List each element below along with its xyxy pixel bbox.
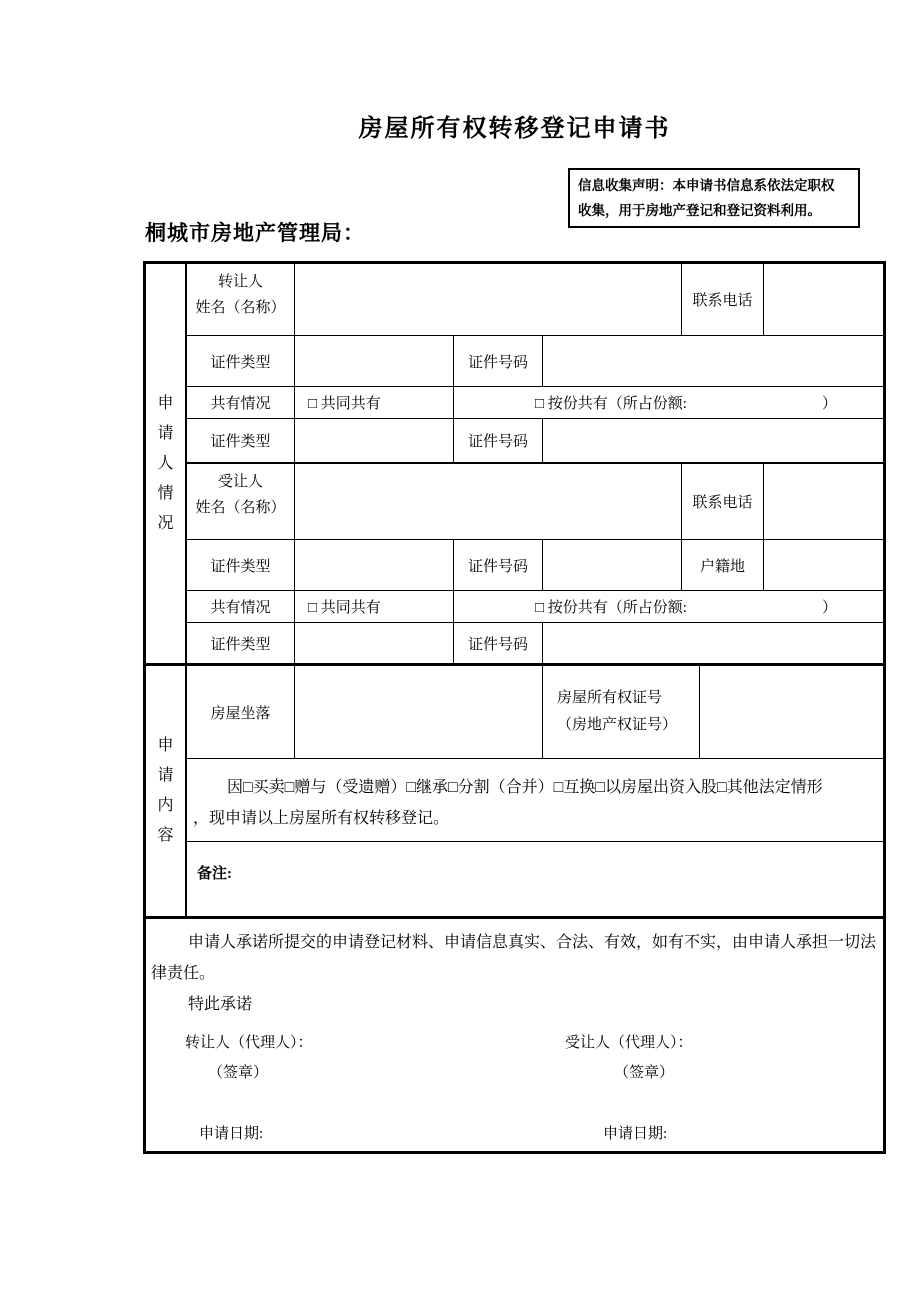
transferee-cert-type-input-1[interactable] — [295, 540, 454, 591]
transferee-phone-label: 联系电话 — [682, 464, 764, 540]
transferee-name-label-line2: 姓名（名称） — [195, 500, 286, 516]
transferor-joint-ownership-option[interactable]: □ 共同共有 — [295, 387, 454, 419]
applicant-section-label-text: 申请人情况 — [157, 394, 174, 532]
transferee-phone-input[interactable] — [764, 464, 883, 540]
transferor-name-label — [187, 264, 295, 336]
remark-label: 备注: — [197, 866, 232, 882]
house-location-input[interactable] — [295, 666, 543, 759]
transferee-cert-no-input-2[interactable] — [543, 623, 883, 663]
transferor-share-ownership-option[interactable] — [454, 387, 883, 419]
ownership-cert-no-label-line2: （房地产权证号） — [557, 717, 678, 733]
transferee-co-ownership-label: 共有情况 — [187, 591, 295, 623]
transferee-cert-no-label-2: 证件号码 — [454, 623, 543, 663]
content-grid — [187, 666, 883, 916]
commitment-promise: 特此承诺 — [188, 996, 253, 1013]
transferor-application-date-label: 申请日期: — [199, 1126, 264, 1142]
transferor-cert-no-input-2[interactable] — [543, 419, 883, 464]
transferee-seal-label: （签章） — [614, 1065, 675, 1081]
transferee-signature-label: 受让人（代理人）： — [565, 1035, 693, 1051]
transferor-phone-input[interactable] — [764, 264, 883, 336]
transferee-share-option-text: □ 按份共有（所占份额: — [535, 600, 687, 616]
ownership-cert-no-label — [543, 666, 700, 759]
transferee-cert-type-input-2[interactable] — [295, 623, 454, 663]
remark-field[interactable] — [187, 842, 883, 916]
transfer-reason-row[interactable] — [187, 759, 883, 842]
transferee-name-input[interactable] — [295, 464, 682, 540]
transferee-cert-type-label-1: 证件类型 — [187, 540, 295, 591]
transferor-cert-type-label-2: 证件类型 — [187, 419, 295, 464]
transferee-cert-type-label-2: 证件类型 — [187, 623, 295, 663]
transferor-signature-label: 转让人（代理人）： — [185, 1035, 313, 1051]
content-section — [146, 663, 883, 916]
ownership-cert-no-label-line1: 房屋所有权证号 — [557, 690, 663, 706]
commitment-statement: 申请人承诺所提交的申请登记材料、申请信息真实、合法、有效，如有不实，由申请人承担一切法律责任。 — [151, 934, 877, 982]
house-location-label: 房屋坐落 — [187, 666, 295, 759]
transferor-seal-label: （签章） — [208, 1065, 269, 1081]
content-section-label — [146, 666, 187, 916]
transferee-application-date-label: 申请日期: — [603, 1126, 668, 1142]
transferor-cert-type-input-1[interactable] — [295, 336, 454, 387]
transferor-label-text: 转让人 — [217, 274, 263, 290]
transferee-label-text: 受让人 — [217, 474, 263, 490]
transferor-phone-label: 联系电话 — [682, 264, 764, 336]
transferor-cert-type-label-1: 证件类型 — [187, 336, 295, 387]
transferor-name-input[interactable] — [295, 264, 682, 336]
transfer-reason-line1: 因□买卖□赠与（受遗赠）□继承□分割（合并）□互换□以房屋出资入股□其他法定情形 — [227, 779, 823, 796]
transferor-share-option-text: □ 按份共有（所占份额: — [535, 396, 687, 412]
transferee-residence-input[interactable] — [764, 540, 883, 591]
transferor-cert-no-label-2: 证件号码 — [454, 419, 543, 464]
transferee-joint-ownership-option[interactable]: □ 共同共有 — [295, 591, 454, 623]
transferee-share-option-close: ） — [821, 600, 837, 616]
salutation: 桐城市房地产管理局： — [145, 221, 365, 245]
notice-line-2: 收集，用于房地产登记和登记资料利用。 — [578, 203, 821, 218]
transferee-cert-no-label-1: 证件号码 — [454, 540, 543, 591]
transferee-cert-no-input-1[interactable] — [543, 540, 682, 591]
application-form-table — [143, 261, 886, 1154]
notice-line-1: 信息收集声明：本申请书信息系依法定职权 — [578, 178, 835, 193]
transferor-cert-type-input-2[interactable] — [295, 419, 454, 464]
content-section-label-text: 申请内容 — [157, 737, 174, 844]
transferee-share-ownership-option[interactable] — [454, 591, 883, 623]
transferee-name-label — [187, 464, 295, 540]
transferor-share-option-close: ） — [821, 396, 837, 412]
info-collection-notice — [568, 168, 860, 228]
transfer-reason-line2: ，现申请以上房屋所有权转移登记。 — [193, 810, 450, 827]
transferor-cert-no-label-1: 证件号码 — [454, 336, 543, 387]
applicant-grid — [187, 264, 883, 663]
commitment-section — [146, 916, 883, 1151]
transferor-co-ownership-label: 共有情况 — [187, 387, 295, 419]
ownership-cert-no-input[interactable] — [700, 666, 883, 759]
transferor-cert-no-input-1[interactable] — [543, 336, 883, 387]
applicant-section — [146, 264, 883, 663]
transferor-name-label-line2: 姓名（名称） — [195, 300, 286, 316]
transferee-residence-label: 户籍地 — [682, 540, 764, 591]
page-title: 房屋所有权转移登记申请书 — [358, 116, 671, 142]
applicant-section-label — [146, 264, 187, 663]
